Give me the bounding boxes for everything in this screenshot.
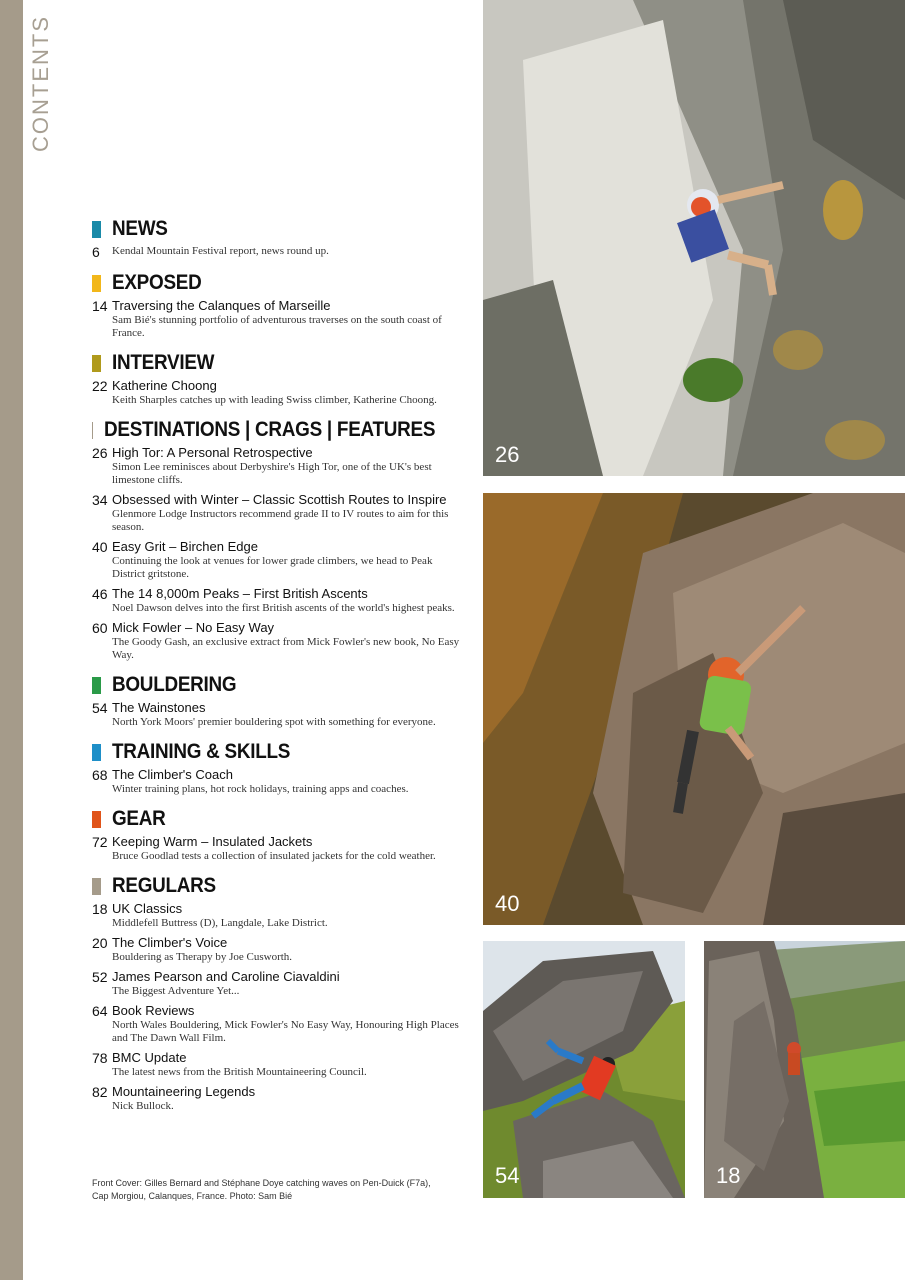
section-heading[interactable] xyxy=(92,214,472,244)
credit-line-2 xyxy=(92,1190,472,1203)
entry-body xyxy=(112,244,464,260)
valley-photo-graphic xyxy=(704,941,905,1198)
contents-label: CONTENTS xyxy=(28,15,53,152)
entry-body xyxy=(112,969,464,998)
entry-body xyxy=(112,539,464,581)
entry-title: The Climber's Voice xyxy=(112,935,228,950)
entry-body xyxy=(112,445,464,487)
photo-page-number: 18 xyxy=(716,1163,741,1188)
entry-description: Nick Bullock. xyxy=(112,1100,174,1112)
section-color-marker xyxy=(92,878,101,895)
toc-entry[interactable] xyxy=(92,539,472,581)
entry-title: Book Reviews xyxy=(112,1003,195,1018)
section-heading[interactable] xyxy=(92,871,472,901)
entry-title: The Wainstones xyxy=(112,700,206,715)
entry-description: The Biggest Adventure Yet... xyxy=(112,985,240,997)
toc-entry[interactable] xyxy=(92,834,472,863)
entry-title: Keeping Warm – Insulated Jackets xyxy=(112,834,313,849)
entry-body xyxy=(112,700,464,729)
toc-section xyxy=(92,871,472,1113)
entry-title: Easy Grit – Birchen Edge xyxy=(112,539,258,554)
entry-page-number: 40 xyxy=(92,539,108,555)
entry-page-number: 6 xyxy=(92,244,100,260)
credit-photo: Photo: Sam Bié xyxy=(229,1191,293,1201)
section-title: NEWS xyxy=(112,217,168,240)
entry-page-number: 26 xyxy=(92,445,108,461)
entry-page-number: 20 xyxy=(92,935,108,951)
section-heading[interactable] xyxy=(92,670,472,700)
toc-entry[interactable] xyxy=(92,492,472,534)
section-title: INTERVIEW xyxy=(112,351,215,374)
entry-title: Traversing the Calanques of Marseille xyxy=(112,298,331,313)
entry-title: UK Classics xyxy=(112,901,183,916)
toc-section xyxy=(92,415,472,662)
entry-description: The latest news from the British Mountaineering Council. xyxy=(112,1066,367,1078)
photo-page-number: 40 xyxy=(495,891,520,916)
boulder-photo-graphic xyxy=(483,941,685,1198)
entry-page-number: 34 xyxy=(92,492,108,508)
entry-page-number: 54 xyxy=(92,700,108,716)
section-color-marker xyxy=(92,811,101,828)
toc-entry[interactable] xyxy=(92,1050,472,1079)
entry-title: Mick Fowler – No Easy Way xyxy=(112,620,275,635)
entry-page-number: 60 xyxy=(92,620,108,636)
entry-body xyxy=(112,620,464,662)
entry-description: Noel Dawson delves into the first British ascents of the world's highest peaks. xyxy=(112,602,455,614)
photo-page-54[interactable] xyxy=(483,941,685,1198)
entry-description: North York Moors' premier bouldering spot with something for everyone. xyxy=(112,716,436,728)
entry-description: Sam Bié's stunning portfolio of adventurous traverses on the south coast of France. xyxy=(112,314,442,339)
toc-entry[interactable] xyxy=(92,901,472,930)
toc-entry[interactable] xyxy=(92,586,472,615)
photo-page-18[interactable] xyxy=(704,941,905,1198)
entry-title: High Tor: A Personal Retrospective xyxy=(112,445,313,460)
entry-description: The Goody Gash, an exclusive extract from Mick Fowler's new book, No Easy Way. xyxy=(112,636,460,661)
section-color-marker xyxy=(92,677,101,694)
photo-page-number: 54 xyxy=(495,1163,520,1188)
entry-page-number: 46 xyxy=(92,586,108,602)
entry-page-number: 68 xyxy=(92,767,108,783)
toc-section xyxy=(92,804,472,863)
entry-page-number: 22 xyxy=(92,378,108,394)
toc-entry[interactable] xyxy=(92,244,472,260)
photo-page-number: 26 xyxy=(495,442,520,467)
section-heading[interactable] xyxy=(92,415,472,445)
photo-page-26[interactable] xyxy=(483,0,905,476)
entry-page-number: 52 xyxy=(92,969,108,985)
toc-section xyxy=(92,348,472,407)
entry-page-number: 64 xyxy=(92,1003,108,1019)
entry-description: Glenmore Lodge Instructors recommend grade II to IV routes to aim for this season. xyxy=(112,508,449,533)
section-title: EXPOSED xyxy=(112,271,202,294)
entry-body xyxy=(112,901,464,930)
entry-title: Obsessed with Winter – Classic Scottish Routes to Inspire xyxy=(112,492,447,507)
entry-page-number: 82 xyxy=(92,1084,108,1100)
entry-description: Winter training plans, hot rock holidays, training apps and coaches. xyxy=(112,783,409,795)
section-color-marker xyxy=(92,744,101,761)
toc-section xyxy=(92,737,472,796)
entry-title: James Pearson and Caroline Ciavaldini xyxy=(112,969,340,984)
section-heading[interactable] xyxy=(92,737,472,767)
entry-description: Bouldering as Therapy by Joe Cusworth. xyxy=(112,951,293,963)
toc-entry[interactable] xyxy=(92,620,472,662)
entry-page-number: 18 xyxy=(92,901,108,917)
entry-body xyxy=(112,586,464,615)
entry-page-number: 72 xyxy=(92,834,108,850)
section-title: BOULDERING xyxy=(112,673,237,696)
entry-page-number: 14 xyxy=(92,298,108,314)
cliff-photo-graphic xyxy=(483,0,905,476)
toc-section xyxy=(92,214,472,260)
entry-title: The 14 8,000m Peaks – First British Ascents xyxy=(112,586,368,601)
section-heading[interactable] xyxy=(92,348,472,378)
credit-line-2-prefix: Cap Morgiou, Calanques, France. xyxy=(92,1191,230,1201)
section-heading[interactable] xyxy=(92,268,472,298)
section-heading[interactable] xyxy=(92,804,472,834)
section-title: TRAINING & SKILLS xyxy=(112,740,291,763)
entry-description: North Wales Bouldering, Mick Fowler's No Easy Way, Honouring High Places and The Dawn Wall Film. xyxy=(112,1019,459,1044)
gritstone-photo-graphic xyxy=(483,493,905,925)
toc-entry[interactable] xyxy=(92,298,472,340)
entry-body xyxy=(112,1050,464,1079)
entry-body xyxy=(112,834,464,863)
toc-entry[interactable] xyxy=(92,1003,472,1045)
entry-title: Katherine Choong xyxy=(112,378,217,393)
toc-entry[interactable] xyxy=(92,767,472,796)
toc-section xyxy=(92,670,472,729)
section-color-marker xyxy=(92,275,101,292)
section-color-marker xyxy=(92,355,101,372)
entry-title: Mountaineering Legends xyxy=(112,1084,256,1099)
entry-body xyxy=(112,935,464,964)
entry-description: Keith Sharples catches up with leading Swiss climber, Katherine Choong. xyxy=(112,394,437,406)
toc-entry[interactable] xyxy=(92,969,472,998)
entry-title: BMC Update xyxy=(112,1050,187,1065)
toc-entry[interactable] xyxy=(92,700,472,729)
entry-page-number: 78 xyxy=(92,1050,108,1066)
entry-description: Simon Lee reminisces about Derbyshire's High Tor, one of the UK's best limestone cliffs. xyxy=(112,461,432,486)
section-title: REGULARS xyxy=(112,874,216,897)
entry-description: Kendal Mountain Festival report, news round up. xyxy=(112,245,329,257)
section-title: GEAR xyxy=(112,807,166,830)
entry-body xyxy=(112,767,464,796)
entry-description: Bruce Goodlad tests a collection of insulated jackets for the cold weather. xyxy=(112,850,436,862)
section-color-marker xyxy=(92,422,93,439)
table-of-contents xyxy=(92,214,472,1121)
entry-description: Continuing the look at venues for lower grade climbers, we head to Peak District gritstone. xyxy=(112,555,433,580)
toc-entry[interactable] xyxy=(92,935,472,964)
toc-entry[interactable] xyxy=(92,378,472,407)
toc-section xyxy=(92,268,472,340)
credit-line-1: Front Cover: Gilles Bernard and Stéphane Doye catching waves on Pen-Duick (F7a), xyxy=(92,1178,431,1188)
entry-title: The Climber's Coach xyxy=(112,767,233,782)
entry-body xyxy=(112,1084,464,1113)
toc-entry[interactable] xyxy=(92,1084,472,1113)
section-title: DESTINATIONS | CRAGS | FEATURES xyxy=(103,418,436,441)
entry-body xyxy=(112,298,464,340)
photo-page-40[interactable] xyxy=(483,493,905,925)
toc-entry[interactable] xyxy=(92,445,472,487)
section-color-marker xyxy=(92,221,101,238)
entry-body xyxy=(112,378,464,407)
entry-body xyxy=(112,1003,464,1045)
cover-credit xyxy=(92,1177,472,1203)
page-spine xyxy=(0,0,23,1280)
entry-body xyxy=(112,492,464,534)
entry-description: Middlefell Buttress (D), Langdale, Lake District. xyxy=(112,917,328,929)
